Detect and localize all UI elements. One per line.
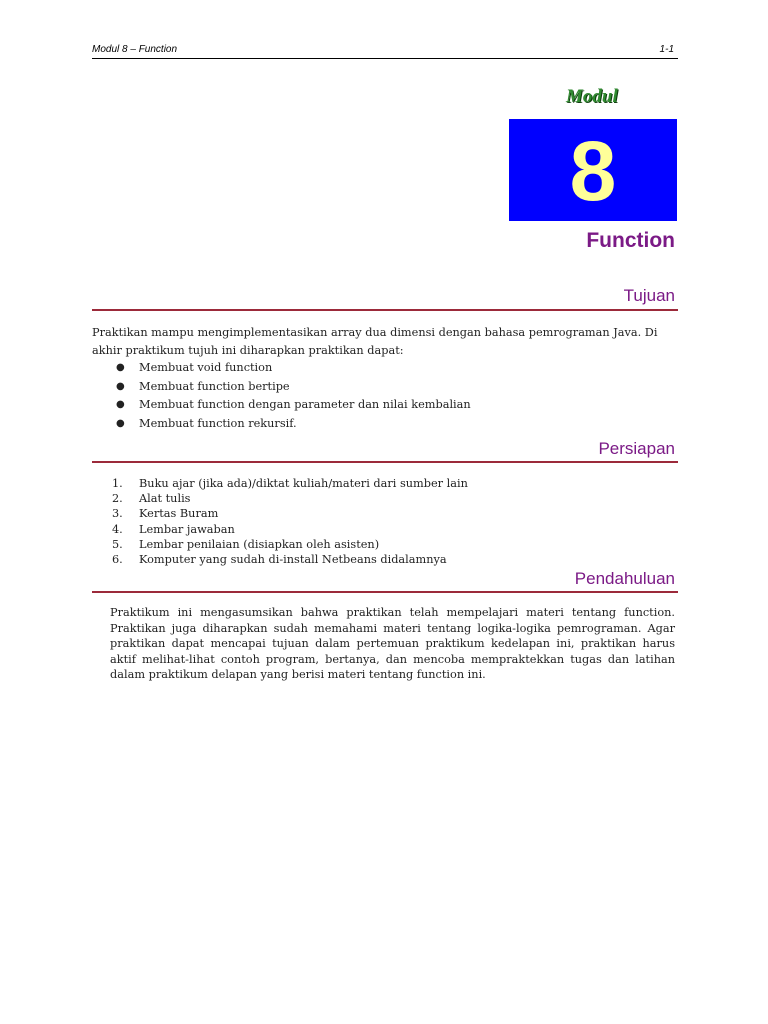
- bullet-icon: ●: [116, 399, 125, 410]
- tujuan-bullet-list: [92, 359, 652, 433]
- list-item: 2. Alat tulis: [112, 492, 191, 506]
- section-rule: [92, 461, 678, 463]
- section-rule: [92, 309, 678, 311]
- list-item: ● Membuat function rekursif.: [92, 415, 652, 434]
- section-heading-pendahuluan: Pendahuluan: [574, 569, 675, 588]
- list-item: ● Membuat function dengan parameter dan nilai kembalian: [92, 396, 652, 415]
- modul-label: Modul: [566, 86, 618, 107]
- running-header: [92, 42, 678, 59]
- list-item: ● Membuat void function: [92, 359, 652, 378]
- section-rule: [92, 591, 678, 593]
- chapter-title: Function: [586, 229, 675, 252]
- chapter-number-box: [509, 119, 677, 221]
- section-heading-persiapan: Persiapan: [598, 439, 675, 458]
- bullet-icon: ●: [116, 380, 125, 392]
- persiapan-numbered-list: [92, 476, 652, 567]
- list-item: 5. Lembar penilaian (disiapkan oleh asisten): [112, 537, 380, 551]
- pendahuluan-body: Praktikum ini mengasumsikan bahwa praktikan telah mempelajari materi tentang function. Praktikan juga diharapkan sudah memahami materi tentang logika-logika pemrograman. Agar praktikan dapat mencapai tujuan dalam pertemuan praktikum kedelapan ini, praktikan harus aktif melihat-lihat contoh program, bertanya, dan mencoba mempraktekkan tugas dan latihan dalam praktikum delapan yang berisi materi tentang function ini.: [110, 606, 675, 682]
- list-item: 6. Komputer yang sudah di-install Netbeans didalamnya: [112, 552, 447, 566]
- header-module-title: Modul 8 – Function: [92, 44, 178, 55]
- section-heading-tujuan: Tujuan: [623, 286, 675, 305]
- chapter-number: 8: [569, 124, 617, 218]
- list-item: 1. Buku ajar (jika ada)/diktat kuliah/materi dari sumber lain: [112, 477, 468, 490]
- bullet-icon: ●: [116, 362, 125, 373]
- bullet-icon: ●: [116, 417, 125, 429]
- list-item: 4. Lembar jawaban: [112, 522, 235, 536]
- list-item: 3. Kertas Buram: [112, 507, 219, 521]
- list-item: ● Membuat function bertipe: [92, 378, 652, 397]
- tujuan-intro: Praktikan mampu mengimplementasikan array dua dimensi dengan bahasa pemrograman Java. Di akhir praktikum tujuh ini diharapkan praktikan dapat:: [92, 326, 658, 357]
- header-page-number: 1-1: [659, 44, 674, 55]
